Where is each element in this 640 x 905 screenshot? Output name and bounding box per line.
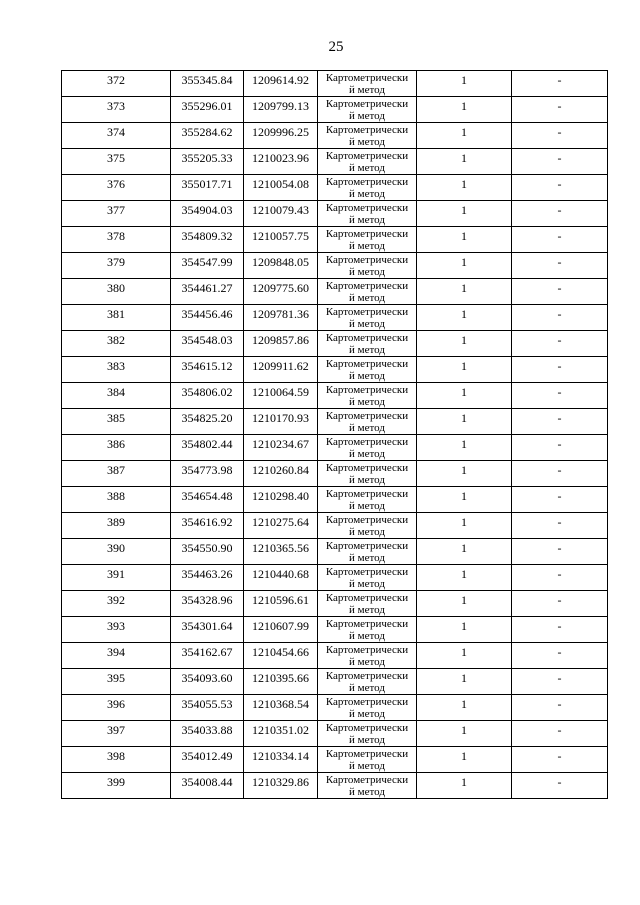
method-cell — [318, 71, 417, 97]
method-cell — [318, 513, 417, 539]
description-cell: - — [512, 71, 608, 97]
table-row — [62, 357, 608, 383]
method-line-1: Картометрически — [325, 436, 409, 448]
method-cell — [318, 279, 417, 305]
accuracy-cell: 1 — [417, 97, 512, 123]
table-row — [62, 331, 608, 357]
y-coordinate-cell: 1210079.43 — [244, 201, 318, 227]
method-cell — [318, 539, 417, 565]
description-cell: - — [512, 97, 608, 123]
table-row — [62, 617, 608, 643]
method-line-1: Картометрически — [325, 722, 409, 734]
table-row — [62, 669, 608, 695]
table-row — [62, 487, 608, 513]
method-line-2: й метод — [349, 708, 385, 720]
y-coordinate-cell: 1209775.60 — [244, 279, 318, 305]
y-coordinate-cell: 1210170.93 — [244, 409, 318, 435]
point-number-cell: 391 — [62, 565, 171, 591]
method-line-2: й метод — [349, 786, 385, 798]
point-number-cell: 383 — [62, 357, 171, 383]
method-cell — [318, 331, 417, 357]
description-cell: - — [512, 643, 608, 669]
table-row — [62, 253, 608, 279]
table-row — [62, 305, 608, 331]
method-line-2: й метод — [349, 318, 385, 330]
table-row — [62, 97, 608, 123]
method-cell — [318, 253, 417, 279]
method-cell — [318, 773, 417, 799]
table-body — [62, 71, 608, 799]
point-number-cell: 379 — [62, 253, 171, 279]
point-number-cell: 376 — [62, 175, 171, 201]
x-coordinate-cell: 354328.96 — [171, 591, 244, 617]
description-cell: - — [512, 305, 608, 331]
description-cell: - — [512, 357, 608, 383]
table-row — [62, 643, 608, 669]
x-coordinate-cell: 354012.49 — [171, 747, 244, 773]
accuracy-cell: 1 — [417, 383, 512, 409]
method-line-1: Картометрически — [325, 514, 409, 526]
method-line-2: й метод — [349, 604, 385, 616]
method-line-1: Картометрически — [325, 202, 409, 214]
point-number-cell: 377 — [62, 201, 171, 227]
y-coordinate-cell: 1210607.99 — [244, 617, 318, 643]
method-line-2: й метод — [349, 266, 385, 278]
y-coordinate-cell: 1209799.13 — [244, 97, 318, 123]
method-line-2: й метод — [349, 474, 385, 486]
table-row — [62, 591, 608, 617]
accuracy-cell: 1 — [417, 747, 512, 773]
y-coordinate-cell: 1210054.08 — [244, 175, 318, 201]
method-line-2: й метод — [349, 656, 385, 668]
method-line-1: Картометрически — [325, 566, 409, 578]
table-row — [62, 149, 608, 175]
method-cell — [318, 487, 417, 513]
x-coordinate-cell: 355205.33 — [171, 149, 244, 175]
description-cell: - — [512, 747, 608, 773]
method-line-2: й метод — [349, 84, 385, 96]
method-line-1: Картометрически — [325, 280, 409, 292]
x-coordinate-cell: 354093.60 — [171, 669, 244, 695]
y-coordinate-cell: 1210596.61 — [244, 591, 318, 617]
description-cell: - — [512, 773, 608, 799]
table-row — [62, 721, 608, 747]
x-coordinate-cell: 354301.64 — [171, 617, 244, 643]
method-line-1: Картометрически — [325, 488, 409, 500]
accuracy-cell: 1 — [417, 721, 512, 747]
point-number-cell: 374 — [62, 123, 171, 149]
table-row — [62, 435, 608, 461]
y-coordinate-cell: 1210329.86 — [244, 773, 318, 799]
x-coordinate-cell: 355296.01 — [171, 97, 244, 123]
method-line-2: й метод — [349, 552, 385, 564]
accuracy-cell: 1 — [417, 71, 512, 97]
method-cell — [318, 565, 417, 591]
method-line-1: Картометрически — [325, 358, 409, 370]
x-coordinate-cell: 354654.48 — [171, 487, 244, 513]
accuracy-cell: 1 — [417, 461, 512, 487]
x-coordinate-cell: 354463.26 — [171, 565, 244, 591]
table-row — [62, 747, 608, 773]
method-line-2: й метод — [349, 344, 385, 356]
method-line-2: й метод — [349, 292, 385, 304]
y-coordinate-cell: 1210057.75 — [244, 227, 318, 253]
accuracy-cell: 1 — [417, 539, 512, 565]
method-cell — [318, 461, 417, 487]
x-coordinate-cell: 354162.67 — [171, 643, 244, 669]
method-cell — [318, 409, 417, 435]
x-coordinate-cell: 354008.44 — [171, 773, 244, 799]
method-line-2: й метод — [349, 110, 385, 122]
description-cell: - — [512, 591, 608, 617]
coordinates-table — [61, 70, 608, 799]
table-row — [62, 695, 608, 721]
table-row — [62, 383, 608, 409]
accuracy-cell: 1 — [417, 695, 512, 721]
x-coordinate-cell: 354904.03 — [171, 201, 244, 227]
table-row — [62, 175, 608, 201]
point-number-cell: 387 — [62, 461, 171, 487]
method-line-1: Картометрически — [325, 72, 409, 84]
page-number: 25 — [328, 39, 344, 55]
accuracy-cell: 1 — [417, 201, 512, 227]
x-coordinate-cell: 354055.53 — [171, 695, 244, 721]
y-coordinate-cell: 1209996.25 — [244, 123, 318, 149]
description-cell: - — [512, 383, 608, 409]
method-cell — [318, 669, 417, 695]
table-row — [62, 71, 608, 97]
accuracy-cell: 1 — [417, 253, 512, 279]
point-number-cell: 397 — [62, 721, 171, 747]
method-cell — [318, 305, 417, 331]
description-cell: - — [512, 461, 608, 487]
y-coordinate-cell: 1209781.36 — [244, 305, 318, 331]
y-coordinate-cell: 1209911.62 — [244, 357, 318, 383]
point-number-cell: 395 — [62, 669, 171, 695]
x-coordinate-cell: 354802.44 — [171, 435, 244, 461]
x-coordinate-cell: 354825.20 — [171, 409, 244, 435]
accuracy-cell: 1 — [417, 435, 512, 461]
table-row — [62, 539, 608, 565]
accuracy-cell: 1 — [417, 409, 512, 435]
accuracy-cell: 1 — [417, 513, 512, 539]
y-coordinate-cell: 1210365.56 — [244, 539, 318, 565]
method-cell — [318, 383, 417, 409]
point-number-cell: 386 — [62, 435, 171, 461]
method-cell — [318, 97, 417, 123]
method-line-2: й метод — [349, 136, 385, 148]
y-coordinate-cell: 1210064.59 — [244, 383, 318, 409]
method-cell — [318, 435, 417, 461]
accuracy-cell: 1 — [417, 617, 512, 643]
description-cell: - — [512, 513, 608, 539]
description-cell: - — [512, 721, 608, 747]
method-line-1: Картометрически — [325, 592, 409, 604]
point-number-cell: 388 — [62, 487, 171, 513]
description-cell: - — [512, 695, 608, 721]
point-number-cell: 373 — [62, 97, 171, 123]
method-line-1: Картометрически — [325, 98, 409, 110]
method-line-2: й метод — [349, 240, 385, 252]
method-line-1: Картометрически — [325, 254, 409, 266]
method-line-1: Картометрически — [325, 618, 409, 630]
method-line-1: Картометрически — [325, 644, 409, 656]
method-line-2: й метод — [349, 370, 385, 382]
table-row — [62, 409, 608, 435]
description-cell: - — [512, 201, 608, 227]
x-coordinate-cell: 354550.90 — [171, 539, 244, 565]
point-number-cell: 389 — [62, 513, 171, 539]
description-cell: - — [512, 331, 608, 357]
method-cell — [318, 643, 417, 669]
description-cell: - — [512, 669, 608, 695]
description-cell: - — [512, 123, 608, 149]
method-line-1: Картометрически — [325, 150, 409, 162]
accuracy-cell: 1 — [417, 227, 512, 253]
method-line-1: Картометрически — [325, 670, 409, 682]
point-number-cell: 392 — [62, 591, 171, 617]
point-number-cell: 390 — [62, 539, 171, 565]
method-line-2: й метод — [349, 188, 385, 200]
table-row — [62, 123, 608, 149]
y-coordinate-cell: 1210023.96 — [244, 149, 318, 175]
description-cell: - — [512, 175, 608, 201]
x-coordinate-cell: 354548.03 — [171, 331, 244, 357]
point-number-cell: 393 — [62, 617, 171, 643]
method-cell — [318, 591, 417, 617]
method-line-1: Картометрически — [325, 462, 409, 474]
x-coordinate-cell: 354547.99 — [171, 253, 244, 279]
method-line-2: й метод — [349, 630, 385, 642]
method-cell — [318, 227, 417, 253]
y-coordinate-cell: 1209614.92 — [244, 71, 318, 97]
method-cell — [318, 201, 417, 227]
y-coordinate-cell: 1210440.68 — [244, 565, 318, 591]
description-cell: - — [512, 279, 608, 305]
table-row — [62, 513, 608, 539]
accuracy-cell: 1 — [417, 175, 512, 201]
x-coordinate-cell: 354461.27 — [171, 279, 244, 305]
y-coordinate-cell: 1210275.64 — [244, 513, 318, 539]
description-cell: - — [512, 435, 608, 461]
table-row — [62, 201, 608, 227]
y-coordinate-cell: 1209857.86 — [244, 331, 318, 357]
x-coordinate-cell: 354806.02 — [171, 383, 244, 409]
x-coordinate-cell: 354616.92 — [171, 513, 244, 539]
point-number-cell: 372 — [62, 71, 171, 97]
method-cell — [318, 357, 417, 383]
method-cell — [318, 175, 417, 201]
method-cell — [318, 149, 417, 175]
method-line-1: Картометрически — [325, 124, 409, 136]
method-line-2: й метод — [349, 760, 385, 772]
x-coordinate-cell: 355284.62 — [171, 123, 244, 149]
method-line-2: й метод — [349, 396, 385, 408]
y-coordinate-cell: 1210234.67 — [244, 435, 318, 461]
description-cell: - — [512, 253, 608, 279]
accuracy-cell: 1 — [417, 643, 512, 669]
y-coordinate-cell: 1210298.40 — [244, 487, 318, 513]
x-coordinate-cell: 354615.12 — [171, 357, 244, 383]
point-number-cell: 381 — [62, 305, 171, 331]
method-line-2: й метод — [349, 682, 385, 694]
method-line-2: й метод — [349, 578, 385, 590]
description-cell: - — [512, 565, 608, 591]
accuracy-cell: 1 — [417, 773, 512, 799]
y-coordinate-cell: 1210395.66 — [244, 669, 318, 695]
point-number-cell: 396 — [62, 695, 171, 721]
point-number-cell: 385 — [62, 409, 171, 435]
point-number-cell: 399 — [62, 773, 171, 799]
x-coordinate-cell: 355017.71 — [171, 175, 244, 201]
point-number-cell: 394 — [62, 643, 171, 669]
method-line-2: й метод — [349, 422, 385, 434]
accuracy-cell: 1 — [417, 591, 512, 617]
description-cell: - — [512, 149, 608, 175]
x-coordinate-cell: 354773.98 — [171, 461, 244, 487]
method-line-1: Картометрически — [325, 384, 409, 396]
description-cell: - — [512, 617, 608, 643]
y-coordinate-cell: 1209848.05 — [244, 253, 318, 279]
point-number-cell: 375 — [62, 149, 171, 175]
description-cell: - — [512, 487, 608, 513]
method-line-1: Картометрически — [325, 306, 409, 318]
table-row — [62, 227, 608, 253]
accuracy-cell: 1 — [417, 565, 512, 591]
table-row — [62, 279, 608, 305]
method-line-2: й метод — [349, 526, 385, 538]
accuracy-cell: 1 — [417, 357, 512, 383]
table-row — [62, 565, 608, 591]
description-cell: - — [512, 227, 608, 253]
method-line-1: Картометрически — [325, 540, 409, 552]
y-coordinate-cell: 1210368.54 — [244, 695, 318, 721]
method-cell — [318, 617, 417, 643]
method-line-2: й метод — [349, 734, 385, 746]
method-line-1: Картометрически — [325, 176, 409, 188]
accuracy-cell: 1 — [417, 279, 512, 305]
method-cell — [318, 695, 417, 721]
accuracy-cell: 1 — [417, 331, 512, 357]
y-coordinate-cell: 1210260.84 — [244, 461, 318, 487]
method-line-1: Картометрически — [325, 228, 409, 240]
accuracy-cell: 1 — [417, 305, 512, 331]
method-cell — [318, 721, 417, 747]
point-number-cell: 384 — [62, 383, 171, 409]
table-row — [62, 461, 608, 487]
method-line-1: Картометрически — [325, 748, 409, 760]
point-number-cell: 398 — [62, 747, 171, 773]
x-coordinate-cell: 355345.84 — [171, 71, 244, 97]
description-cell: - — [512, 539, 608, 565]
method-line-2: й метод — [349, 162, 385, 174]
method-cell — [318, 123, 417, 149]
accuracy-cell: 1 — [417, 669, 512, 695]
x-coordinate-cell: 354033.88 — [171, 721, 244, 747]
x-coordinate-cell: 354456.46 — [171, 305, 244, 331]
method-line-2: й метод — [349, 448, 385, 460]
description-cell: - — [512, 409, 608, 435]
method-line-1: Картометрически — [325, 410, 409, 422]
point-number-cell: 378 — [62, 227, 171, 253]
method-line-2: й метод — [349, 214, 385, 226]
method-cell — [318, 747, 417, 773]
table-row — [62, 773, 608, 799]
method-line-1: Картометрически — [325, 774, 409, 786]
x-coordinate-cell: 354809.32 — [171, 227, 244, 253]
accuracy-cell: 1 — [417, 487, 512, 513]
method-line-1: Картометрически — [325, 696, 409, 708]
point-number-cell: 380 — [62, 279, 171, 305]
point-number-cell: 382 — [62, 331, 171, 357]
y-coordinate-cell: 1210351.02 — [244, 721, 318, 747]
accuracy-cell: 1 — [417, 123, 512, 149]
method-line-1: Картометрически — [325, 332, 409, 344]
y-coordinate-cell: 1210334.14 — [244, 747, 318, 773]
accuracy-cell: 1 — [417, 149, 512, 175]
method-line-2: й метод — [349, 500, 385, 512]
y-coordinate-cell: 1210454.66 — [244, 643, 318, 669]
